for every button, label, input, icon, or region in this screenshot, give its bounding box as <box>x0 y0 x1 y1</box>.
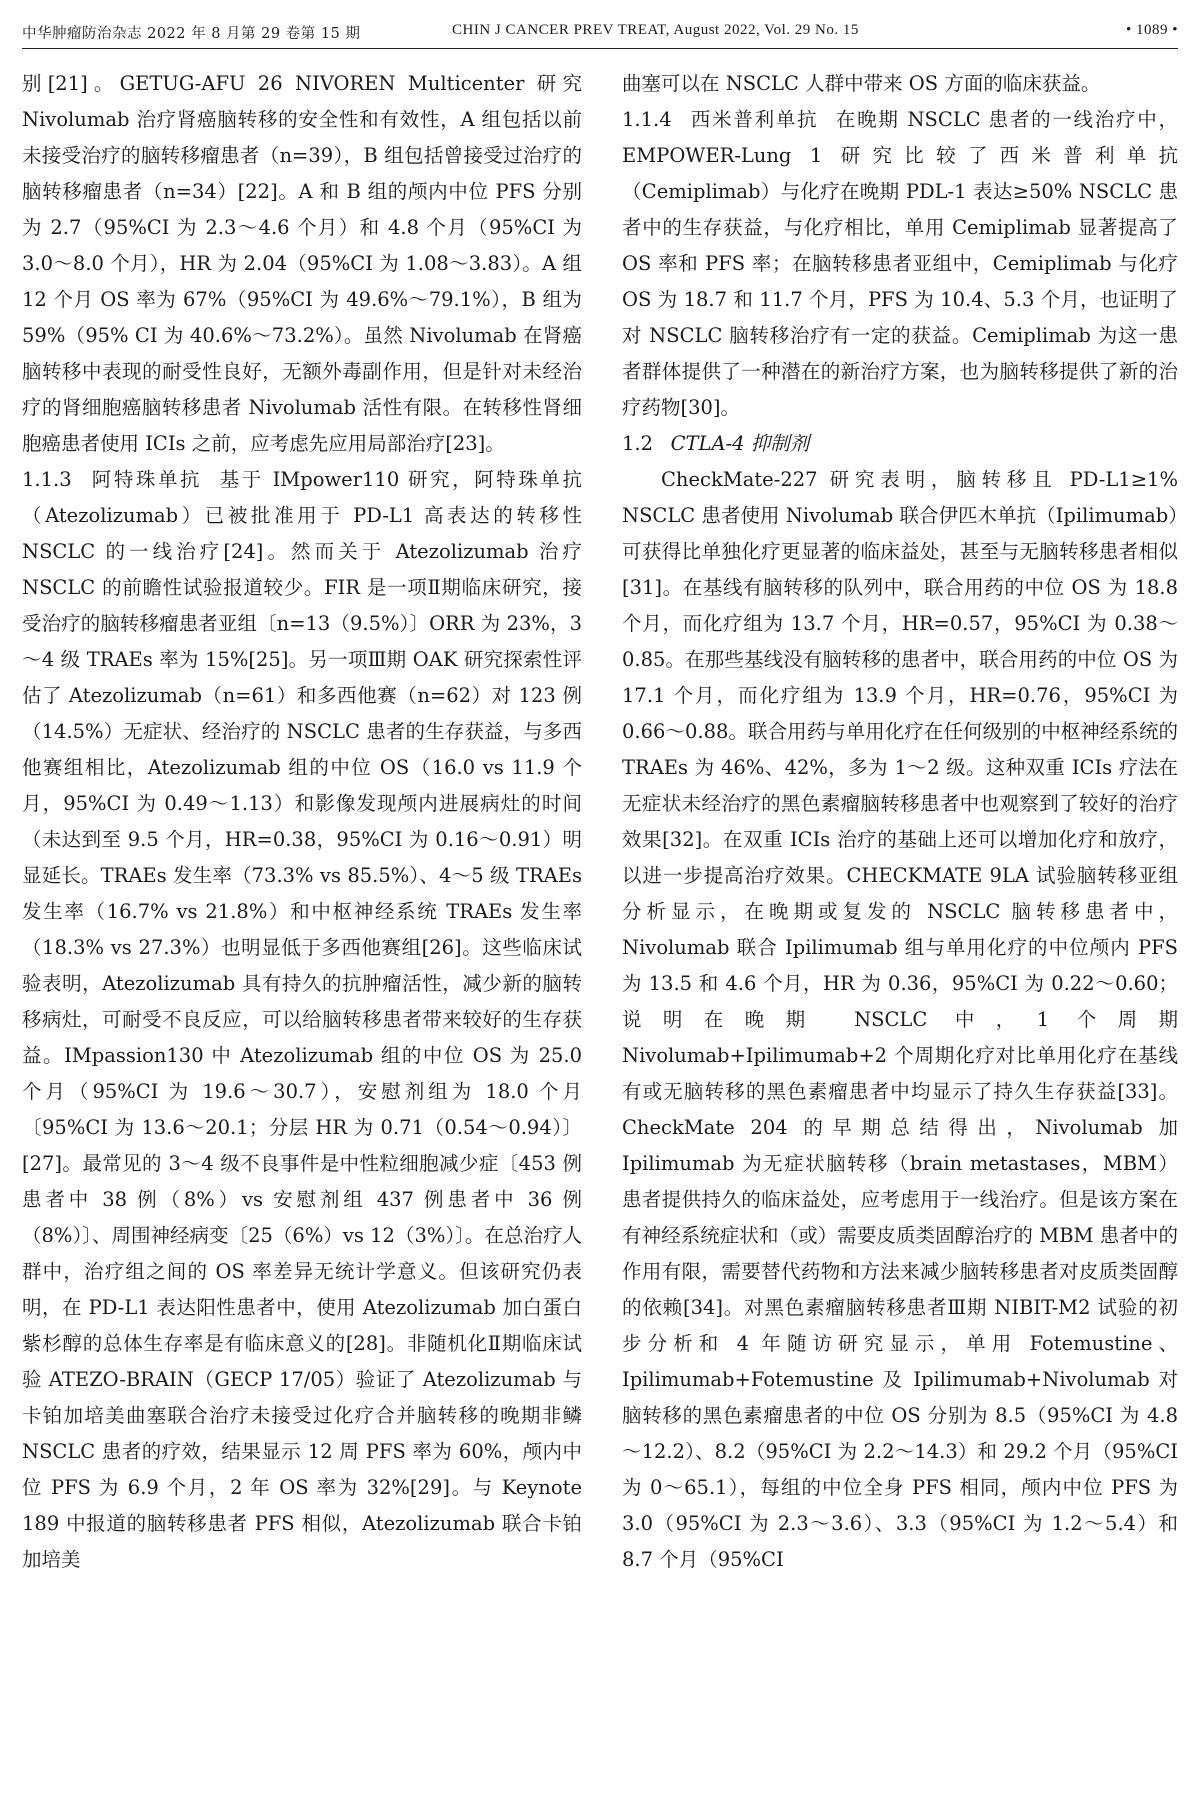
paragraph-nivolumab-renal: 别[21]。GETUG-AFU 26 NIVOREN Multicenter 研究 Nivolumab 治疗肾癌脑转移的安全性和有效性，A 组包括以前未接受治疗的脑转移瘤患者（n=39），B 组包括曾接受过治疗的脑转移瘤患者（n=34）[22]。A 和 B 组的颅内中位 PFS 分别为 2.7（95%CI 为 2.3～4.6 个月）和 4.8 个月（95%CI 为 3.0～8.0 个月），HR 为 2.04（95%CI 为 1.08～3.83）。A 组 12 个月 OS 率为 67%（95%CI 为 49.6%～79.1%），B 组为 59%（95% CI 为 40.6%～73.2%）。虽然 Nivolumab 在肾癌脑转移中表现的耐受性良好，无额外毒副作用，但是针对未经治疗的肾细胞癌脑转移患者 Nivolumab 活性有限。在转移性肾细胞癌患者使用 ICIs 之前，应考虑先应用局部治疗[23]。 <box>22 72 582 455</box>
section-1-1-3 <box>22 462 582 1578</box>
page-number: • 1089 • <box>1125 22 1178 38</box>
section-number: 1.1.4 <box>622 108 672 131</box>
section-text: 基于 IMpower110 研究，阿特珠单抗（Atezolizumab）已被批准用于 PD-L1 高表达的转移性 NSCLC 的一线治疗[24]。然而关于 Atezolizumab 治疗 NSCLC 的前瞻性试验报道较少。FIR 是一项Ⅱ期临床研究，接受治疗的脑转移瘤患者亚组〔n=13（9.5%）〕ORR 为 23%，3～4 级 TRAEs 率为 15%[25]。另一项Ⅲ期 OAK 研究探索性评估了 Atezolizumab（n=61）和多西他赛（n=62）对 123 例（14.5%）无症状、经治疗的 NSCLC 患者的生存获益，与多西他赛组相比，Atezolizumab 组的中位 OS（16.0 vs 11.9 个月，95%CI 为 0.49～1.13）和影像发现颅内进展病灶的时间（未达到至 9.5 个月，HR=0.38，95%CI 为 0.16～0.91）明显延长。TRAEs 发生率（73.3% vs 85.5%）、4～5 级 TRAEs 发生率（16.7% vs 21.8%）和中枢神经系统 TRAEs 发生率（18.3% vs 27.3%）也明显低于多西他赛组[26]。这些临床试验表明，Atezolizumab 具有持久的抗肿瘤活性，减少新的脑转移病灶，可耐受不良反应，可以给脑转移患者带来较好的生存获益。IMpassion130 中 Atezolizumab 组的中位 OS 为 25.0 个月（95%CI 为 19.6～30.7），安慰剂组为 18.0 个月〔95%CI 为 13.6～20.1；分层 HR 为 0.71（0.54～0.94）〕[27]。最常见的 3～4 级不良事件是中性粒细胞减少症〔453 例患者中 38 例（8%）vs 安慰剂组 437 例患者中 36 例（8%）〕、周围神经病变〔25（6%）vs 12（3%）〕。在总治疗人群中，治疗组之间的 OS 率差异无统计学意义。但该研究仍表明，在 PD-L1 表达阳性患者中，使用 Atezolizumab 加白蛋白紫杉醇的总体生存率是有临床意义的[28]。非随机化Ⅱ期临床试验 ATEZO-BRAIN（GECP 17/05）验证了 Atezolizumab 与卡铂加培美曲塞联合治疗未接受过化疗合并脑转移的晚期非鳞 NSCLC 患者的疗效，结果显示 12 周 PFS 率为 60%，颅内中位 PFS 为 6.9 个月，2 年 OS 率为 32%[29]。与 Keynote 189 中报道的脑转移患者 PFS 相似，Atezolizumab 联合卡铂加培美 <box>22 468 582 1571</box>
section-1-1-4 <box>622 102 1178 426</box>
section-title: CTLA-4 抑制剂 <box>670 432 810 455</box>
paragraph-ctla4: CheckMate-227 研究表明，脑转移且 PD-L1≥1% NSCLC 患者使用 Nivolumab 联合伊匹木单抗（Ipilimumab）可获得比单独化疗更显著的临床益处，甚至与无脑转移患者相似[31]。在基线有脑转移的队列中，联合用药的中位 OS 为 18.8 个月，而化疗组为 13.7 个月，HR=0.57，95%CI 为 0.38～0.85。在那些基线没有脑转移的患者中，联合用药的中位 OS 为 17.1 个月，而化疗组为 13.9 个月，HR=0.76，95%CI 为 0.66～0.88。联合用药与单用化疗在任何级别的中枢神经系统的 TRAEs 为 46%、42%，多为 1～2 级。这种双重 ICIs 疗法在无症状未经治疗的黑色素瘤脑转移患者中也观察到了较好的治疗效果[32]。在双重 ICIs 治疗的基础上还可以增加化疗和放疗，以进一步提高治疗效果。CHECKMATE 9LA 试验脑转移亚组分析显示，在晚期或复发的 NSCLC 脑转移患者中，Nivolumab 联合 Ipilimumab 组与单用化疗的中位颅内 PFS 为 13.5 和 4.6 个月，HR 为 0.36，95%CI 为 0.22～0.60；说明在晚期 NSCLC 中，1 个周期 Nivolumab+Ipilimumab+2 个周期化疗对比单用化疗在基线有或无脑转移的黑色素瘤患者中均显示了持久生存获益[33]。CheckMate 204 的早期总结得出，Nivolumab 加 Ipilimumab 为无症状脑转移（brain metastases，MBM）患者提供持久的临床益处，应考虑用于一线治疗。但是该方案在有神经系统症状和（或）需要皮质类固醇治疗的 MBM 患者中的作用有限，需要替代药物和方法来减少脑转移患者对皮质类固醇的依赖[34]。对黑色素瘤脑转移患者Ⅲ期 NIBIT-M2 试验的初步分析和 4 年随访研究显示，单用 Fotemustine、Ipilimumab+Fotemustine 及 Ipilimumab+Nivolumab 对脑转移的黑色素瘤患者的中位 OS 分别为 8.5（95%CI 为 4.8～12.2）、8.2（95%CI 为 2.2～14.3）和 29.2 个月（95%CI 为 0～65.1），每组的中位全身 PFS 相同，颅内中位 PFS 为 3.0（95%CI 为 2.3～3.6）、3.3（95%CI 为 1.2～5.4）和 8.7 个月（95%CI <box>622 468 1178 1571</box>
right-column <box>622 66 1178 1784</box>
running-header <box>22 18 1178 49</box>
journal-title-cn: 中华肿瘤防治杂志 2022 年 8 月第 29 卷第 15 期 <box>22 26 361 42</box>
section-number: 1.2 <box>622 432 654 455</box>
section-1-2-heading <box>622 426 1178 462</box>
section-text: 在晚期 NSCLC 患者的一线治疗中，EMPOWER-Lung 1 研究比较了西米普利单抗（Cemiplimab）与化疗在晚期 PDL-1 表达≥50% NSCLC 患者中的生存获益，与化疗相比，单用 Cemiplimab 显著提高了 OS 率和 PFS 率；在脑转移患者亚组中，Cemiplimab 与化疗 OS 为 18.7 和 11.7 个月，PFS 为 10.4、5.3 个月，也证明了对 NSCLC 脑转移治疗有一定的获益。Cemiplimab 为这一患者群体提供了一种潜在的新治疗方案，也为脑转移提供了新的治疗药物[30]。 <box>622 108 1178 419</box>
section-title: 西米普利单抗 <box>689 108 819 131</box>
left-column <box>22 66 582 1784</box>
journal-title-en: CHIN J CANCER PREV TREAT, August 2022, Vol. 29 No. 15 <box>452 22 859 38</box>
paragraph-continuation: 曲塞可以在 NSCLC 人群中带来 OS 方面的临床获益。 <box>622 72 1101 95</box>
section-title: 阿特珠单抗 <box>89 468 203 491</box>
section-number: 1.1.3 <box>22 468 72 491</box>
